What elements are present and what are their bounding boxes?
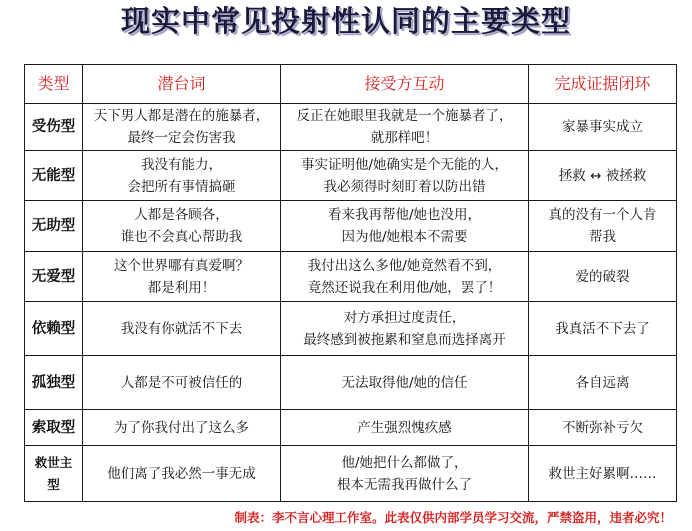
table-header-row xyxy=(25,65,677,104)
type-cell: 依赖型 xyxy=(25,302,83,356)
header-type: 类型 xyxy=(25,65,83,104)
subtext-line: 都是利用！ xyxy=(147,279,216,296)
header-interaction: 接受方互动 xyxy=(281,65,529,104)
interaction-line: 我必须得时刻盯着以防出错 xyxy=(323,178,486,195)
subtext-line: 我没有能力， xyxy=(141,156,222,173)
subtext-line: 我没有你就活不下去 xyxy=(120,320,243,337)
interaction-line: 事实证明他/她确实是个无能的人， xyxy=(300,156,509,173)
subtext-line: 这个世界哪有真爱啊？ xyxy=(114,257,249,274)
interaction-line: 就那样吧！ xyxy=(370,130,439,146)
interaction-line: 反正在她眼里我就是一个施暴者了， xyxy=(296,108,513,124)
interaction-cell xyxy=(281,356,529,410)
subtext-line: 最终一定会伤害我 xyxy=(127,130,236,146)
interaction-line: 产生强烈愧疚感 xyxy=(357,419,452,436)
type-cell: 无助型 xyxy=(25,201,83,252)
subtext-line: 为了你我付出了这么多 xyxy=(114,419,249,436)
table-row xyxy=(25,302,677,356)
table-row xyxy=(25,446,677,502)
table-row xyxy=(25,104,677,151)
interaction-line: 无法取得他/她的信任 xyxy=(341,374,468,391)
evidence-line: 不断弥补亏欠 xyxy=(562,419,643,436)
subtext-cell xyxy=(83,356,281,410)
subtext-cell xyxy=(83,446,281,502)
types-table xyxy=(24,64,677,502)
interaction-line: 他/她把什么都做了， xyxy=(341,454,468,471)
type-cell: 无能型 xyxy=(25,151,83,201)
subtext-line: 他们离了我必然一事无成 xyxy=(107,465,256,482)
evidence-cell xyxy=(529,356,677,410)
table-row xyxy=(25,410,677,446)
subtext-line: 会把所有事情搞砸 xyxy=(127,178,236,195)
subtext-cell xyxy=(83,410,281,446)
page-title: 现实中常见投射性认同的主要类型 xyxy=(120,4,571,38)
subtext-line: 人都是不可被信任的 xyxy=(120,374,243,391)
type-cell: 索取型 xyxy=(25,410,83,446)
evidence-line: 拯救 ↔ 被拯救 xyxy=(558,167,647,184)
evidence-cell xyxy=(529,446,677,502)
table-row xyxy=(25,356,677,410)
evidence-line: 家暴事实成立 xyxy=(562,119,643,135)
interaction-line: 我付出这么多他/她竟然看不到， xyxy=(307,257,502,274)
table-row xyxy=(25,252,677,302)
type-cell: 无爱型 xyxy=(25,252,83,302)
subtext-cell xyxy=(83,201,281,252)
interaction-line: 竟然还说我在利用他/她，罢了！ xyxy=(307,279,502,296)
interaction-line: 对方承担过度责任， xyxy=(343,309,466,326)
interaction-cell xyxy=(281,252,529,302)
table-row xyxy=(25,151,677,201)
type-cell: 受伤型 xyxy=(25,104,83,151)
header-evidence: 完成证据闭环 xyxy=(529,65,677,104)
subtext-cell xyxy=(83,252,281,302)
evidence-cell xyxy=(529,410,677,446)
interaction-cell xyxy=(281,302,529,356)
table-row xyxy=(25,201,677,252)
table-body xyxy=(25,104,677,502)
subtext-line: 天下男人都是潜在的施暴者， xyxy=(93,108,270,124)
interaction-line: 因为他/她根本不需要 xyxy=(341,229,468,245)
interaction-cell xyxy=(281,410,529,446)
interaction-cell xyxy=(281,104,529,151)
evidence-line: 真的没有一个人肯 xyxy=(548,207,657,223)
subtext-cell xyxy=(83,104,281,151)
type-cell: 孤独型 xyxy=(25,356,83,410)
evidence-cell xyxy=(529,252,677,302)
evidence-cell xyxy=(529,302,677,356)
evidence-line: 帮我 xyxy=(589,229,616,245)
evidence-cell xyxy=(529,104,677,151)
interaction-cell xyxy=(281,151,529,201)
interaction-line: 看来我再帮他/她也没用， xyxy=(327,207,482,223)
footer-note: 制表：李不言心理工作室。此表仅供内部学员学习交流，严禁盗用，违者必究！ xyxy=(234,510,672,525)
evidence-line: 各自远离 xyxy=(575,374,630,391)
header-subtext: 潜台词 xyxy=(83,65,281,104)
subtext-cell xyxy=(83,151,281,201)
subtext-line: 人都是各顾各， xyxy=(134,207,229,223)
evidence-cell xyxy=(529,201,677,252)
type-cell: 救世主型 xyxy=(25,446,83,502)
evidence-line: 爱的破裂 xyxy=(575,268,630,285)
interaction-line: 根本无需我再做什么了 xyxy=(337,476,472,493)
interaction-cell xyxy=(281,201,529,252)
interaction-cell xyxy=(281,446,529,502)
interaction-line: 最终感到被拖累和窒息而选择离开 xyxy=(303,331,506,348)
subtext-cell xyxy=(83,302,281,356)
evidence-line: 我真活不下去了 xyxy=(555,320,650,337)
subtext-line: 谁也不会真心帮助我 xyxy=(120,229,243,245)
evidence-line: 救世主好累啊…… xyxy=(548,465,657,482)
evidence-cell xyxy=(529,151,677,201)
